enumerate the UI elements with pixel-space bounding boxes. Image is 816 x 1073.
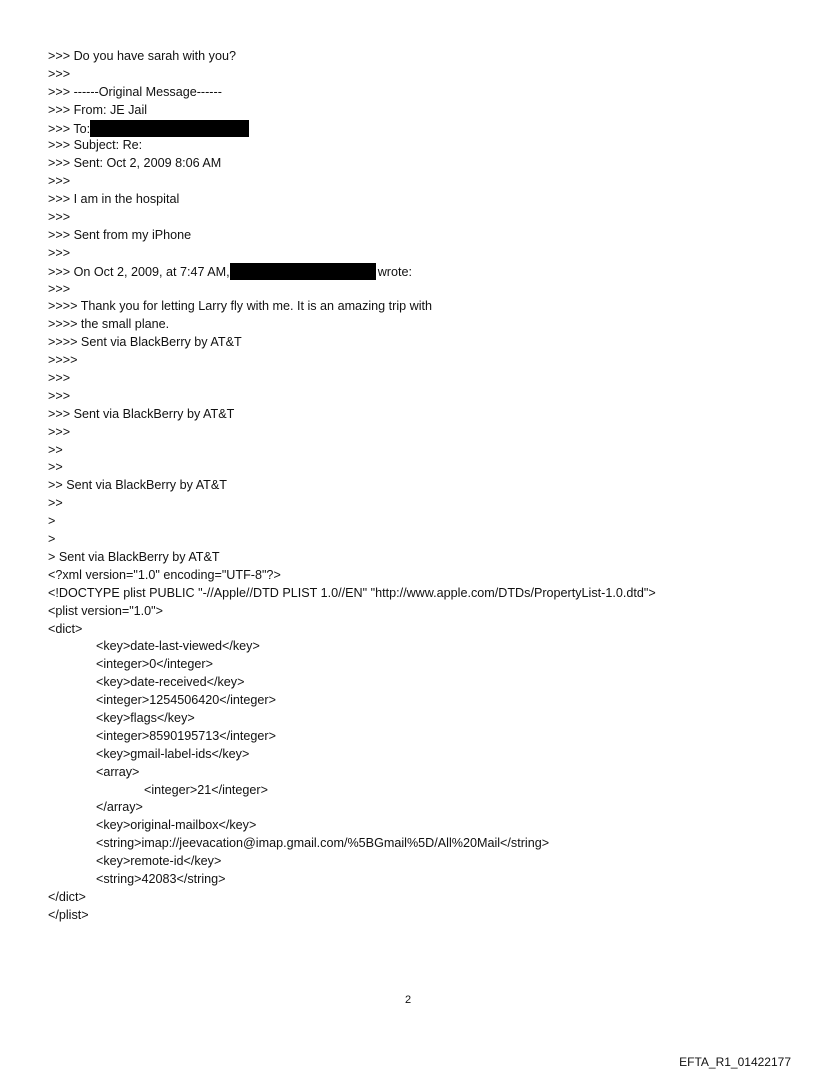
plist-line: <!DOCTYPE plist PUBLIC "-//Apple//DTD PLIST 1.0//EN" "http://www.apple.com/DTDs/PropertyList-1.0.dtd">: [48, 585, 656, 600]
email-line: >>> Do you have sarah with you?: [48, 49, 236, 63]
plist-line: <key>date-received</key>: [96, 675, 245, 690]
email-line: >>>: [48, 371, 71, 386]
email-line: >: [48, 532, 56, 547]
email-wrote-line: [48, 263, 788, 281]
email-line: >> Sent via BlackBerry by AT&T: [48, 478, 227, 493]
plist-line: <?xml version="1.0" encoding="UTF-8"?>: [48, 567, 281, 582]
email-line: >>>: [48, 174, 71, 189]
email-sent-line: >>> Sent: Oct 2, 2009 8:06 AM: [48, 156, 222, 171]
email-wrote-suffix: wrote:: [377, 264, 412, 279]
email-to-line: [48, 120, 788, 138]
plist-line: </dict>: [48, 889, 86, 904]
email-line: >>>> Sent via BlackBerry by AT&T: [48, 335, 242, 350]
document-body: [48, 48, 788, 925]
plist-line: </array>: [96, 800, 143, 815]
email-line: >>> Sent via BlackBerry by AT&T: [48, 406, 235, 421]
email-from-line: >>> From: JE Jail: [48, 102, 148, 117]
email-line: >>: [48, 442, 63, 457]
plist-line: <integer>21</integer>: [144, 782, 268, 797]
plist-line: <string>42083</string>: [96, 871, 226, 886]
plist-line: </plist>: [48, 907, 89, 922]
plist-line: <dict>: [48, 621, 83, 636]
email-line: >>: [48, 496, 63, 511]
email-line: >>>> Thank you for letting Larry fly with me. It is an amazing trip with: [48, 299, 433, 314]
email-line: >>> Sent from my iPhone: [48, 227, 192, 242]
email-line: >>>: [48, 245, 71, 260]
email-wrote-prefix: >>> On Oct 2, 2009, at 7:47 AM,: [48, 264, 230, 279]
page-number: 2: [404, 994, 412, 1006]
plist-line: <key>original-mailbox</key>: [96, 818, 257, 833]
email-subject-line: >>> Subject: Re:: [48, 138, 143, 153]
plist-line: <key>date-last-viewed</key>: [96, 639, 260, 654]
email-line: >>>: [48, 281, 71, 296]
plist-line: <plist version="1.0">: [48, 603, 164, 618]
email-line: >>>> the small plane.: [48, 317, 170, 332]
email-line: >>>: [48, 66, 71, 81]
email-to-label: >>> To:: [48, 121, 91, 136]
email-line: >>>>: [48, 353, 78, 368]
plist-line: <integer>0</integer>: [96, 657, 213, 672]
redaction-box: [90, 120, 249, 137]
plist-line: <array>: [96, 764, 140, 779]
plist-line: <key>remote-id</key>: [96, 854, 222, 869]
plist-line: <integer>8590195713</integer>: [96, 728, 276, 743]
plist-line: <key>gmail-label-ids</key>: [96, 746, 250, 761]
bates-number: EFTA_R1_01422177: [679, 1055, 791, 1069]
plist-line: <integer>1254506420</integer>: [96, 693, 276, 708]
email-line: >>: [48, 460, 63, 475]
email-line: > Sent via BlackBerry by AT&T: [48, 549, 220, 564]
email-line: >>> ------Original Message------: [48, 84, 222, 99]
email-line: >>>: [48, 210, 71, 225]
email-line: >>>: [48, 388, 71, 403]
email-line: >: [48, 514, 56, 529]
plist-line: <string>imap://jeevacation@imap.gmail.com/%5BGmail%5D/All%20Mail</string>: [96, 836, 550, 851]
redaction-box: [230, 263, 376, 280]
plist-line: <key>flags</key>: [96, 710, 195, 725]
email-line: >>>: [48, 424, 71, 439]
email-line: >>> I am in the hospital: [48, 192, 180, 207]
